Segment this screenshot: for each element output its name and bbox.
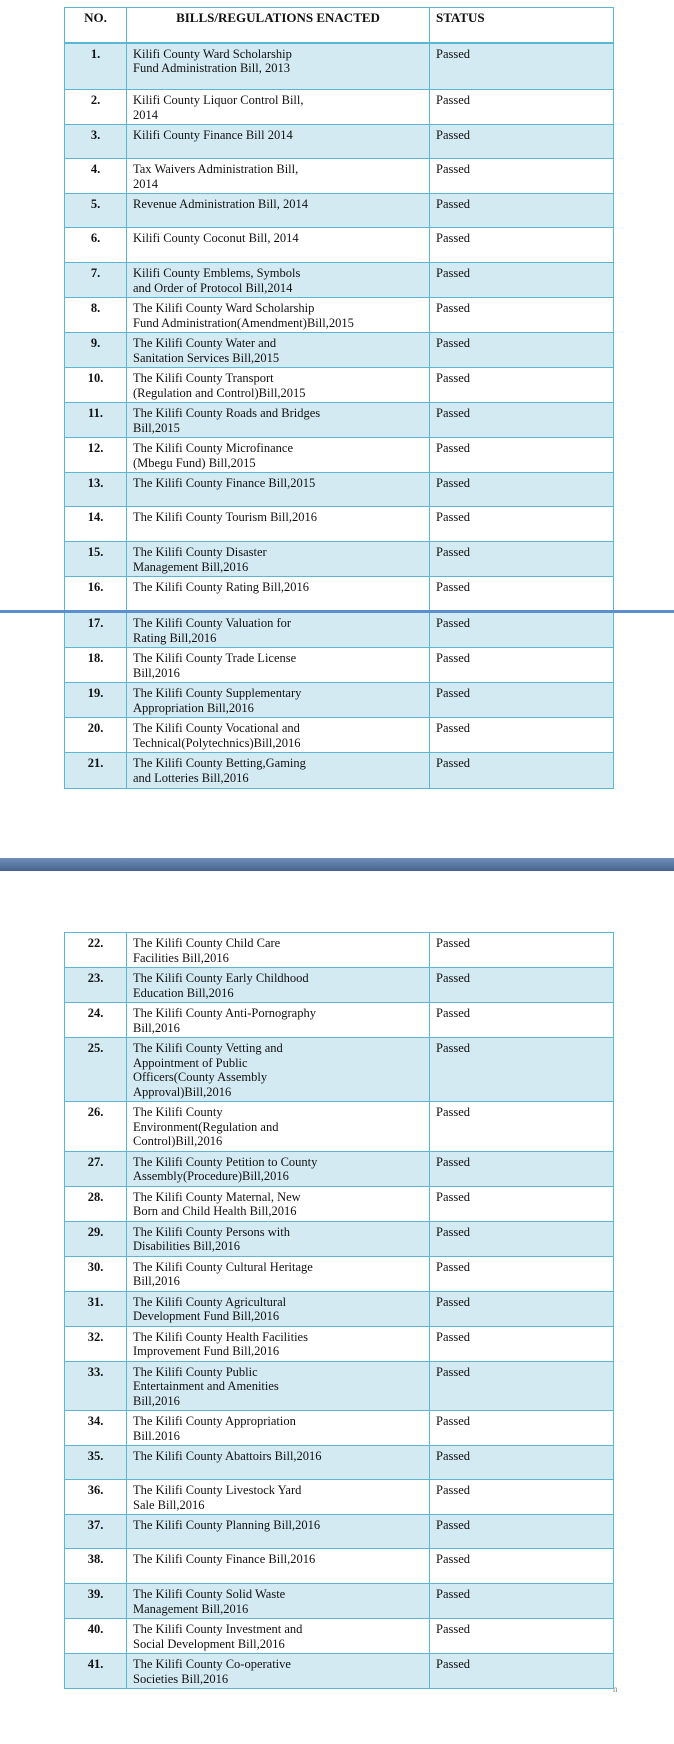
bill-status: Passed	[430, 43, 614, 90]
bill-title: The Kilifi County Valuation for Rating Bill,2016	[127, 613, 430, 648]
bill-title: Kilifi County Finance Bill 2014	[127, 125, 430, 159]
bill-status: Passed	[430, 542, 614, 577]
bill-status: Passed	[430, 1480, 614, 1515]
bill-title: The Kilifi County Planning Bill,2016	[127, 1515, 430, 1549]
bill-title: The Kilifi County Vetting and Appointment of Public Officers(County Assembly Approval)Bill,2016	[127, 1038, 430, 1102]
table-header-row	[65, 8, 614, 43]
table-row	[65, 1003, 614, 1038]
bill-status: Passed	[430, 194, 614, 228]
bill-status: Passed	[430, 507, 614, 542]
page-separator-bar	[0, 858, 674, 871]
bill-status: Passed	[430, 753, 614, 789]
row-number: 37.	[65, 1515, 127, 1549]
row-number: 29.	[65, 1221, 127, 1256]
bill-status: Passed	[430, 438, 614, 473]
table-row	[65, 718, 614, 753]
bill-title: The Kilifi County Cultural Heritage Bill,2016	[127, 1256, 430, 1291]
bill-title: The Kilifi County Abattoirs Bill,2016	[127, 1446, 430, 1480]
bill-status: Passed	[430, 1619, 614, 1654]
header-no: NO.	[65, 8, 127, 43]
bill-status: Passed	[430, 1186, 614, 1221]
table-body-1	[65, 43, 614, 789]
bill-title: Kilifi County Emblems, Symbols and Order of Protocol Bill,2014	[127, 263, 430, 298]
table-row	[65, 613, 614, 648]
row-number: 30.	[65, 1256, 127, 1291]
table-row	[65, 1151, 614, 1186]
bill-status: Passed	[430, 577, 614, 613]
bill-status: Passed	[430, 1151, 614, 1186]
header-status: STATUS	[430, 8, 614, 43]
bill-title: Tax Waivers Administration Bill, 2014	[127, 159, 430, 194]
table-row	[65, 507, 614, 542]
table-row	[65, 968, 614, 1003]
bill-status: Passed	[430, 333, 614, 368]
bill-status: Passed	[430, 718, 614, 753]
bill-status: Passed	[430, 1256, 614, 1291]
bill-status: Passed	[430, 125, 614, 159]
bill-status: Passed	[430, 1221, 614, 1256]
bill-title: The Kilifi County Agricultural Development Fund Bill,2016	[127, 1291, 430, 1326]
bill-title: The Kilifi County Supplementary Appropriation Bill,2016	[127, 683, 430, 718]
bill-status: Passed	[430, 1102, 614, 1152]
bills-table-page-2	[64, 932, 614, 1689]
bill-title: The Kilifi County Child Care Facilities Bill,2016	[127, 933, 430, 968]
bill-title: The Kilifi County Petition to County Assembly(Procedure)Bill,2016	[127, 1151, 430, 1186]
table-row	[65, 473, 614, 507]
bill-title: Kilifi County Coconut Bill, 2014	[127, 228, 430, 263]
row-number: 25.	[65, 1038, 127, 1102]
table-row	[65, 1584, 614, 1619]
bill-title: The Kilifi County Trade License Bill,2016	[127, 648, 430, 683]
table-row	[65, 1411, 614, 1446]
header-bills: BILLS/REGULATIONS ENACTED	[127, 8, 430, 43]
row-number: 35.	[65, 1446, 127, 1480]
table-row	[65, 1256, 614, 1291]
table-row	[65, 1654, 614, 1689]
table-row	[65, 683, 614, 718]
row-number: 33.	[65, 1361, 127, 1411]
bill-title: The Kilifi County Roads and Bridges Bill,2015	[127, 403, 430, 438]
bill-status: Passed	[430, 263, 614, 298]
table-row	[65, 1515, 614, 1549]
bill-title: The Kilifi County Betting,Gaming and Lotteries Bill,2016	[127, 753, 430, 789]
row-number: 3.	[65, 125, 127, 159]
bill-title: The Kilifi County Transport (Regulation and Control)Bill,2015	[127, 368, 430, 403]
row-number: 17.	[65, 613, 127, 648]
bill-title: Revenue Administration Bill, 2014	[127, 194, 430, 228]
bill-title: The Kilifi County Livestock Yard Sale Bill,2016	[127, 1480, 430, 1515]
table-row	[65, 753, 614, 789]
bill-title: The Kilifi County Environment(Regulation and Control)Bill,2016	[127, 1102, 430, 1152]
table-row	[65, 1446, 614, 1480]
bill-title: The Kilifi County Finance Bill,2016	[127, 1549, 430, 1584]
bill-title: The Kilifi County Health Facilities Improvement Fund Bill,2016	[127, 1326, 430, 1361]
table-row	[65, 90, 614, 125]
bill-status: Passed	[430, 473, 614, 507]
row-number: 40.	[65, 1619, 127, 1654]
table-row	[65, 43, 614, 90]
bill-title: The Kilifi County Finance Bill,2015	[127, 473, 430, 507]
corner-mark: n	[613, 1684, 618, 1694]
row-number: 34.	[65, 1411, 127, 1446]
page-break-line	[0, 610, 674, 613]
bill-title: The Kilifi County Appropriation Bill.2016	[127, 1411, 430, 1446]
bill-status: Passed	[430, 933, 614, 968]
row-number: 23.	[65, 968, 127, 1003]
table-row	[65, 1291, 614, 1326]
row-number: 8.	[65, 298, 127, 333]
row-number: 36.	[65, 1480, 127, 1515]
row-number: 38.	[65, 1549, 127, 1584]
bill-title: The Kilifi County Co-operative Societies Bill,2016	[127, 1654, 430, 1689]
row-number: 9.	[65, 333, 127, 368]
bill-status: Passed	[430, 403, 614, 438]
bill-title: The Kilifi County Solid Waste Management Bill,2016	[127, 1584, 430, 1619]
bill-status: Passed	[430, 613, 614, 648]
bill-title: The Kilifi County Rating Bill,2016	[127, 577, 430, 613]
table-row	[65, 1619, 614, 1654]
bill-title: Kilifi County Liquor Control Bill, 2014	[127, 90, 430, 125]
row-number: 24.	[65, 1003, 127, 1038]
row-number: 26.	[65, 1102, 127, 1152]
bill-status: Passed	[430, 1038, 614, 1102]
row-number: 13.	[65, 473, 127, 507]
bill-status: Passed	[430, 1326, 614, 1361]
table-row	[65, 403, 614, 438]
row-number: 32.	[65, 1326, 127, 1361]
row-number: 22.	[65, 933, 127, 968]
bill-status: Passed	[430, 1515, 614, 1549]
row-number: 21.	[65, 753, 127, 789]
row-number: 7.	[65, 263, 127, 298]
table-row	[65, 368, 614, 403]
bill-status: Passed	[430, 1446, 614, 1480]
table-row	[65, 1549, 614, 1584]
bill-title: The Kilifi County Water and Sanitation Services Bill,2015	[127, 333, 430, 368]
bill-status: Passed	[430, 683, 614, 718]
row-number: 4.	[65, 159, 127, 194]
bill-title: The Kilifi County Tourism Bill,2016	[127, 507, 430, 542]
row-number: 16.	[65, 577, 127, 613]
row-number: 15.	[65, 542, 127, 577]
bill-title: The Kilifi County Disaster Management Bill,2016	[127, 542, 430, 577]
bill-title: The Kilifi County Persons with Disabilities Bill,2016	[127, 1221, 430, 1256]
table-row	[65, 125, 614, 159]
table-row	[65, 194, 614, 228]
bill-status: Passed	[430, 1549, 614, 1584]
row-number: 2.	[65, 90, 127, 125]
bill-status: Passed	[430, 968, 614, 1003]
row-number: 39.	[65, 1584, 127, 1619]
row-number: 5.	[65, 194, 127, 228]
bill-status: Passed	[430, 1361, 614, 1411]
bill-title: The Kilifi County Vocational and Technical(Polytechnics)Bill,2016	[127, 718, 430, 753]
bill-status: Passed	[430, 298, 614, 333]
row-number: 14.	[65, 507, 127, 542]
table-body-2	[65, 933, 614, 1689]
bill-status: Passed	[430, 1411, 614, 1446]
table-row	[65, 1038, 614, 1102]
table-row	[65, 1480, 614, 1515]
row-number: 31.	[65, 1291, 127, 1326]
bill-status: Passed	[430, 90, 614, 125]
row-number: 41.	[65, 1654, 127, 1689]
row-number: 20.	[65, 718, 127, 753]
table-row	[65, 933, 614, 968]
table-row	[65, 333, 614, 368]
bill-status: Passed	[430, 368, 614, 403]
bill-status: Passed	[430, 1584, 614, 1619]
row-number: 11.	[65, 403, 127, 438]
bills-table-page-1	[64, 7, 614, 789]
bill-title: The Kilifi County Microfinance (Mbegu Fund) Bill,2015	[127, 438, 430, 473]
bill-status: Passed	[430, 228, 614, 263]
row-number: 18.	[65, 648, 127, 683]
table-row	[65, 1186, 614, 1221]
bill-status: Passed	[430, 1291, 614, 1326]
bill-status: Passed	[430, 1003, 614, 1038]
bill-title: The Kilifi County Investment and Social Development Bill,2016	[127, 1619, 430, 1654]
table-row	[65, 577, 614, 613]
bill-status: Passed	[430, 648, 614, 683]
table-row	[65, 159, 614, 194]
bill-status: Passed	[430, 159, 614, 194]
bill-title: The Kilifi County Ward Scholarship Fund Administration(Amendment)Bill,2015	[127, 298, 430, 333]
table-row	[65, 228, 614, 263]
bill-title: The Kilifi County Public Entertainment and Amenities Bill,2016	[127, 1361, 430, 1411]
table-row	[65, 1361, 614, 1411]
table-row	[65, 298, 614, 333]
row-number: 1.	[65, 43, 127, 90]
bill-title: The Kilifi County Maternal, New Born and Child Health Bill,2016	[127, 1186, 430, 1221]
row-number: 10.	[65, 368, 127, 403]
bill-title: The Kilifi County Anti-Pornography Bill,2016	[127, 1003, 430, 1038]
row-number: 19.	[65, 683, 127, 718]
table-row	[65, 1326, 614, 1361]
bill-title: Kilifi County Ward Scholarship Fund Administration Bill, 2013	[127, 43, 430, 90]
row-number: 27.	[65, 1151, 127, 1186]
table-row	[65, 1102, 614, 1152]
row-number: 6.	[65, 228, 127, 263]
row-number: 28.	[65, 1186, 127, 1221]
table-row	[65, 263, 614, 298]
table-row	[65, 542, 614, 577]
row-number: 12.	[65, 438, 127, 473]
table-row	[65, 648, 614, 683]
table-row	[65, 438, 614, 473]
table-row	[65, 1221, 614, 1256]
bill-status: Passed	[430, 1654, 614, 1689]
bill-title: The Kilifi County Early Childhood Education Bill,2016	[127, 968, 430, 1003]
